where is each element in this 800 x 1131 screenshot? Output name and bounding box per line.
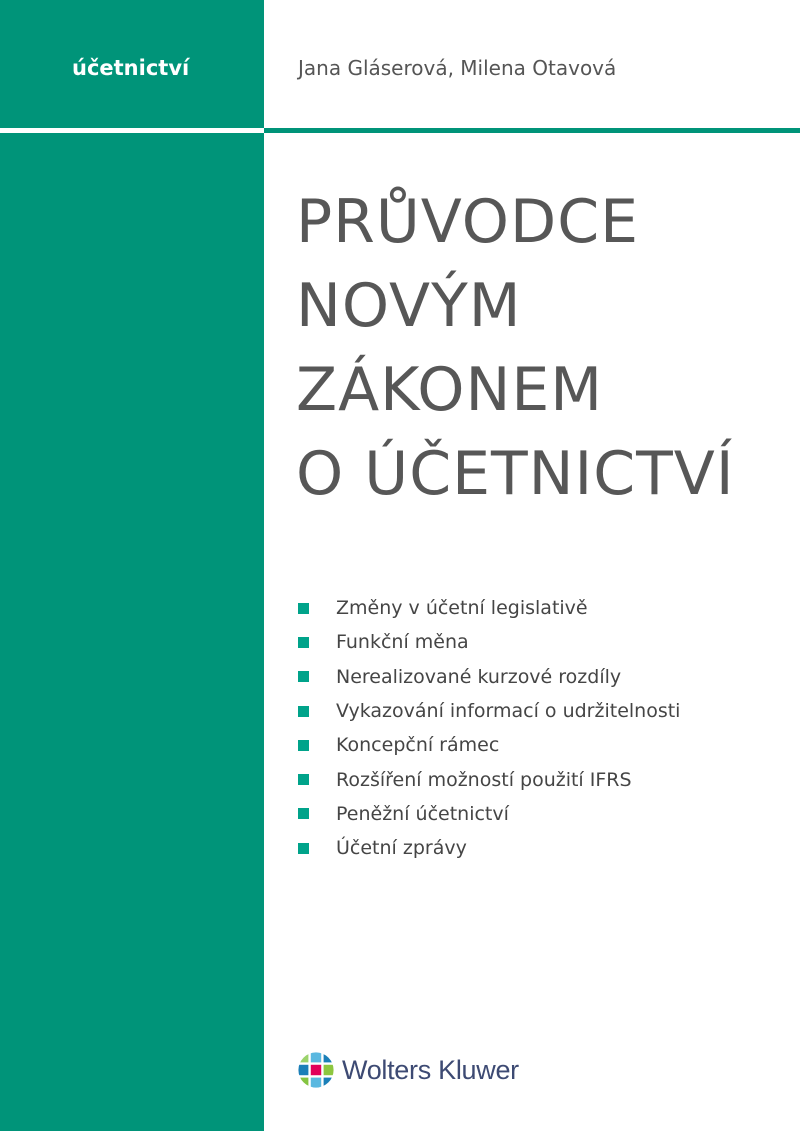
header-rule bbox=[264, 128, 800, 133]
square-bullet-icon bbox=[298, 637, 309, 648]
wolters-kluwer-logo-icon bbox=[297, 1051, 335, 1089]
publisher-logo bbox=[297, 1050, 519, 1090]
topic-item bbox=[298, 728, 680, 762]
topic-list bbox=[298, 591, 680, 865]
topic-item bbox=[298, 694, 680, 728]
square-bullet-icon bbox=[298, 706, 309, 717]
title-line: ZÁKONEM bbox=[296, 355, 603, 425]
topic-label: Koncepční rámec bbox=[336, 734, 500, 757]
topic-label: Nerealizované kurzové rozdíly bbox=[336, 665, 622, 688]
topic-label: Peněžní účetnictví bbox=[336, 802, 509, 825]
authors: Jana Gláserová, Milena Otavová bbox=[298, 56, 617, 80]
series-label: účetnictví bbox=[72, 56, 190, 80]
topic-label: Vykazování informací o udržitelnosti bbox=[336, 700, 681, 723]
topic-label: Funkční měna bbox=[336, 631, 469, 654]
square-bullet-icon bbox=[298, 808, 309, 819]
square-bullet-icon bbox=[298, 603, 309, 614]
topic-item bbox=[298, 660, 680, 694]
publisher-name: Wolters Kluwer bbox=[342, 1054, 519, 1085]
square-bullet-icon bbox=[298, 671, 309, 682]
title-line: PRŮVODCE bbox=[296, 187, 640, 257]
topic-item bbox=[298, 797, 680, 831]
topic-item bbox=[298, 831, 680, 865]
square-bullet-icon bbox=[298, 740, 309, 751]
topic-label: Rozšíření možností použití IFRS bbox=[336, 768, 632, 791]
side-band bbox=[0, 0, 264, 1131]
topic-item bbox=[298, 625, 680, 659]
side-divider bbox=[0, 128, 264, 133]
book-title bbox=[296, 180, 735, 516]
topic-item bbox=[298, 591, 680, 625]
title-line: O ÚČETNICTVÍ bbox=[296, 439, 735, 509]
square-bullet-icon bbox=[298, 774, 309, 785]
topic-label: Účetní zprávy bbox=[336, 837, 467, 860]
topic-item bbox=[298, 762, 680, 796]
topic-label: Změny v účetní legislativě bbox=[336, 597, 588, 620]
square-bullet-icon bbox=[298, 843, 309, 854]
title-line: NOVÝM bbox=[296, 271, 522, 341]
